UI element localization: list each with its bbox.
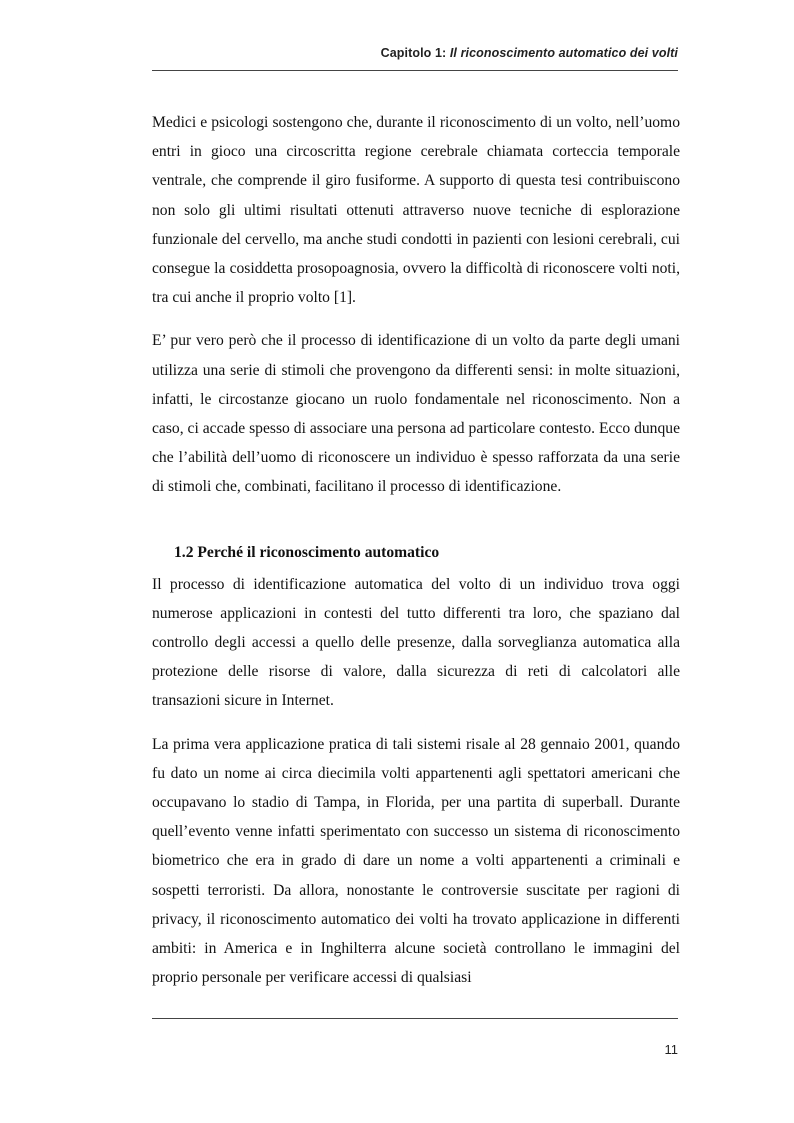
paragraph: Il processo di identificazione automatica del volto di un individuo trova oggi numerose applicazioni in contesti del tutto differenti tra loro, che spaziano dal controllo degli accessi a quello delle presenze, dalla sorveglianza automatica alla protezione delle risorse di valore, dalla sicurezza di reti di calcolatori alle transazioni sicure in Internet.	[152, 575, 680, 710]
paragraph: Medici e psicologi sostengono che, durante il riconoscimento di un volto, nell’uomo entri in gioco una circoscritta regione cerebrale chiamata corteccia temporale ventrale, che comprende il giro fusiforme. A supporto di questa tesi contribuiscono non solo gli ultimi risultati ottenuti attraverso nuove tecniche di esplorazione funzionale del cervello, ma anche studi condotti in pazienti con lesioni cerebrali, cui consegue la cosiddetta prosopoagnosia, ovvero la difficoltà di riconoscere volti noti, tra cui anche il proprio volto [1].	[152, 114, 680, 307]
chapter-label: Capitolo 1:	[380, 46, 447, 60]
chapter-title: Il riconoscimento automatico dei volti	[449, 46, 678, 60]
page-body	[152, 108, 680, 992]
header-divider	[152, 70, 678, 71]
section-heading: 1.2 Perché il riconoscimento automatico	[174, 543, 440, 561]
paragraph: E’ pur vero però che il processo di identificazione di un volto da parte degli umani utilizza una serie di stimoli che provengono da differenti sensi: in molte situazioni, infatti, le circostanze giocano un ruolo fondamentale nel riconoscimento. Non a caso, ci accade spesso di associare una persona ad particolare contesto. Ecco dunque che l’abilità dell’uomo di riconoscere un individuo è spesso rafforzata da una serie di stimoli che, combinati, facilitano il processo di identificazione.	[152, 332, 680, 496]
page-number: 11	[664, 1042, 678, 1057]
paragraph: La prima vera applicazione pratica di tali sistemi risale al 28 gennaio 2001, quando fu dato un nome ai circa diecimila volti appartenenti agli spettatori americani che occupavano lo stadio di Tampa, in Florida, per una partita di superball. Durante quell’evento venne infatti sperimentato con successo un sistema di riconoscimento biometrico che era in grado di dare un nome a volti appartenenti a criminali e sospetti terroristi. Da allora, nonostante le controversie suscitate per ragioni di privacy, il riconoscimento automatico dei volti ha trovato applicazione in differenti ambiti: in America e in Inghilterra alcune società controllano le immagini del proprio personale per verificare accessi di qualsiasi	[152, 735, 680, 987]
running-header	[152, 46, 678, 60]
footer-divider	[152, 1018, 678, 1019]
